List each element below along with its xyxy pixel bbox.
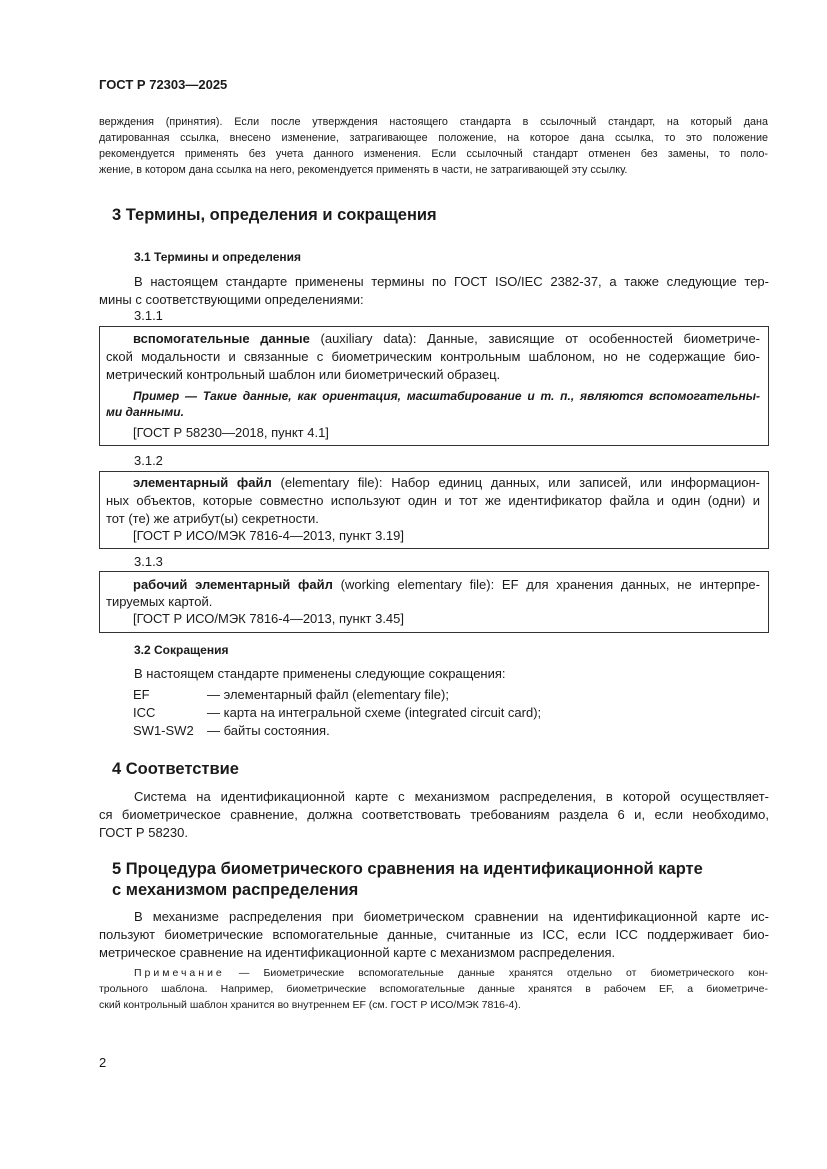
term-definition-line: ской модальности и связанные с биометрическим контрольным шаблоном, но не содержащие био- [106, 349, 760, 364]
term-definition-line: элементарный файл (elementary file): Набор единиц данных, или записей, или информацион- [133, 475, 760, 490]
body-line: метрическое сравнение на идентификационной карте с механизмом распределения. [99, 945, 616, 960]
subsection-3-2-intro: В настоящем стандарте применены следующие сокращения: [134, 666, 506, 681]
section-5-title [112, 859, 703, 901]
note-label: Примечание [134, 967, 225, 979]
abbreviation-desc: — карта на интегральной схеме (integrated circuit card); [207, 705, 542, 720]
term-name: элементарный файл [133, 475, 272, 490]
body-line: Система на идентификационной карте с механизмом распределения, в которой осуществляет- [134, 789, 769, 804]
term-number: 3.1.1 [134, 308, 163, 323]
section-5-title-line: с механизмом распределения [112, 881, 359, 899]
term-box-working-elementary-file [99, 571, 769, 633]
body-line: ГОСТ Р 58230. [99, 825, 188, 840]
abbreviation-row [133, 722, 330, 740]
term-definition-line: вспомогательные данные (auxiliary data): Данные, зависящие от особенностей биометриче- [133, 331, 761, 346]
intro-paragraph [99, 114, 768, 178]
section-4-title: 4 Соответствие [112, 760, 239, 778]
abbreviation-code: ICC [133, 705, 156, 720]
subsection-3-2-title: 3.2 Сокращения [134, 643, 229, 657]
term-definition-line: тируемых картой. [106, 594, 213, 609]
term-example-line: ми данными. [106, 405, 184, 419]
abbreviation-row [133, 686, 449, 704]
subsection-3-1-intro [99, 273, 769, 309]
body-line: ся биометрическое сравнение, должна соответствовать требованиям раздела 6 и, если необходимо, [99, 807, 769, 822]
intro-line: жение, в котором дана ссылка на него, рекомендуется применять в части, не затрагивающей эту ссылку. [99, 164, 628, 176]
term-box-elementary-file [99, 471, 769, 549]
note-line: Примечание — Биометрические вспомогательные данные хранятся отдельно от биометрического кон- [134, 967, 768, 979]
section-5-title-line: 5 Процедура биометрического сравнения на идентификационной карте [112, 860, 703, 878]
subsection-3-1-title: 3.1 Термины и определения [134, 250, 302, 264]
abbreviation-desc: — элементарный файл (elementary file); [207, 687, 449, 702]
term-definition-line: ных объектов, которые совместно используют один и тот же идентификатор файла и один (одни) и [106, 493, 760, 508]
abbreviation-desc: — байты состояния. [207, 723, 330, 738]
note-line: трольного шаблона. Например, биометрические вспомогательные данные хранятся в рабочем EF, а биометриче- [99, 983, 768, 995]
term-definition-line: тот (те) же атрибут(ы) секретности. [106, 511, 319, 526]
body-line: В механизме распределения при биометрическом сравнении на идентификационной карте ис- [134, 909, 769, 924]
abbreviation-code: EF [133, 687, 150, 702]
term-box-auxiliary-data [99, 326, 769, 446]
page-number: 2 [99, 1055, 107, 1070]
body-line: мины с соответствующими определениями: [99, 292, 364, 307]
body-line: пользуют биометрические вспомогательные данные, считанные из ICC, если ICC поддерживает био- [99, 927, 769, 942]
term-source: [ГОСТ Р ИСО/МЭК 7816-4—2013, пункт 3.45] [133, 611, 405, 626]
intro-line: рекомендуется применять без учета данного изменения. Если ссылочный стандарт отменен без замены, то поло- [99, 148, 768, 160]
intro-line: датированная ссылка, внесено изменение, затрагивающее положение, на которое дана ссылка, то это положение [99, 132, 768, 144]
term-example-line: Пример — Такие данные, как ориентация, масштабирование и т. п., являются вспомогательны- [133, 389, 760, 403]
section-3-title: 3 Термины, определения и сокращения [112, 206, 437, 224]
note-line: ский контрольный шаблон хранится во внутреннем EF (см. ГОСТ Р ИСО/МЭК 7816-4). [99, 999, 521, 1011]
section-5-paragraph [99, 908, 769, 962]
intro-line: верждения (принятия). Если после утверждения настоящего стандарта в ссылочный стандарт, на который дана [99, 116, 768, 128]
term-number: 3.1.2 [134, 453, 163, 468]
abbreviation-code: SW1-SW2 [133, 723, 194, 738]
body-line: В настоящем стандарте применены термины по ГОСТ ISO/IEC 2382-37, а также следующие тер- [134, 274, 769, 289]
abbreviation-row [133, 704, 541, 722]
term-source: [ГОСТ Р 58230—2018, пункт 4.1] [133, 425, 329, 440]
section-4-paragraph [99, 788, 769, 842]
term-definition-line: рабочий элементарный файл (working elementary file): EF для хранения данных, не интерпре- [133, 577, 760, 592]
term-source: [ГОСТ Р ИСО/МЭК 7816-4—2013, пункт 3.19] [133, 528, 405, 543]
note-paragraph [99, 965, 768, 1013]
term-definition-line: метрический контрольный шаблон или биометрический образец. [106, 367, 501, 382]
term-name: рабочий элементарный файл [133, 577, 333, 592]
term-name: вспомогательные данные [133, 331, 310, 346]
document-header: ГОСТ Р 72303—2025 [99, 77, 228, 92]
term-number: 3.1.3 [134, 554, 163, 569]
